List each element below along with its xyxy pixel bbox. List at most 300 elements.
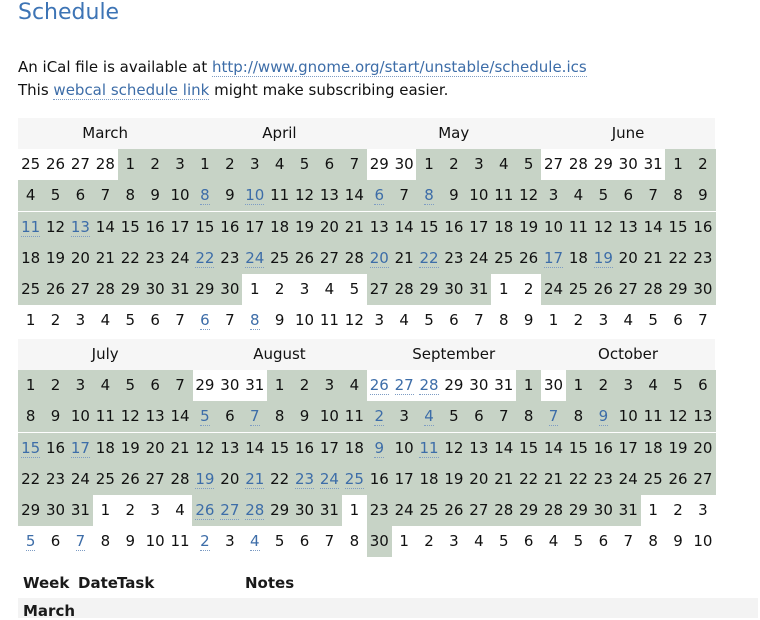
- calendar-day: 3: [541, 180, 566, 211]
- calendar-day-link[interactable]: 2: [200, 532, 210, 551]
- calendar-day: 16: [367, 464, 392, 495]
- calendar-day: 30: [143, 274, 168, 305]
- calendar-day: 31: [245, 376, 265, 394]
- calendar-day: 2: [591, 370, 616, 401]
- calendar-day: 17: [167, 212, 192, 243]
- calendar-day: 26: [292, 243, 317, 274]
- calendar-day-link[interactable]: 17: [543, 248, 564, 267]
- calendar-day-link[interactable]: 23: [294, 469, 315, 488]
- calendar-day: 15: [118, 212, 143, 243]
- calendar-day: 12: [441, 433, 466, 464]
- calendar-day[interactable]: [68, 212, 93, 243]
- calendar-day: 1: [665, 149, 690, 180]
- calendar-day-link[interactable]: 26: [195, 501, 215, 519]
- calendar-day: 3: [317, 370, 342, 401]
- calendar-day: 4: [342, 370, 367, 401]
- calendar-day: 2: [43, 370, 68, 401]
- calendar-day: 18: [566, 243, 591, 274]
- calendar-day: 25: [640, 464, 665, 495]
- calendar-day[interactable]: [541, 243, 566, 274]
- calendar-day: 8: [349, 532, 360, 551]
- calendar-day: 31: [494, 376, 514, 394]
- calendar-day: 29: [118, 274, 143, 305]
- calendar-day: 5: [665, 370, 690, 401]
- calendar-day: 18: [18, 243, 43, 274]
- calendar-day-link[interactable]: 15: [21, 438, 41, 457]
- calendar-day[interactable]: [541, 401, 566, 432]
- calendar-day[interactable]: [242, 401, 267, 432]
- calendar-day: 3: [225, 532, 235, 551]
- calendar-day-link[interactable]: 9: [374, 438, 385, 457]
- page-title: Schedule: [18, 0, 120, 25]
- ical-link[interactable]: http://www.gnome.org/start/unstable/schedule.ics: [211, 58, 587, 76]
- calendar-day-link[interactable]: 25: [344, 469, 364, 488]
- month-name: April: [192, 118, 366, 149]
- month-name: October: [541, 339, 715, 370]
- calendar-day: 25: [21, 155, 41, 173]
- header-date: Date: [78, 574, 118, 592]
- calendar-day: 4: [491, 149, 516, 180]
- calendar-day-link[interactable]: 27: [394, 376, 414, 394]
- calendar-day: 2: [523, 280, 534, 298]
- calendar-day: 9: [523, 311, 534, 330]
- calendar-day: 3: [242, 149, 267, 180]
- calendar-day-link[interactable]: 8: [200, 186, 210, 205]
- calendar-day: 8: [18, 401, 43, 432]
- calendar-day: 6: [68, 180, 93, 211]
- webcal-suffix: might make subscribing easier.: [209, 81, 449, 99]
- calendar-day: 17: [242, 212, 267, 243]
- calendar-day: 3: [299, 280, 310, 298]
- calendar-day: 24: [616, 464, 641, 495]
- calendar-day: 28: [95, 155, 115, 173]
- calendar-day-link[interactable]: 6: [200, 311, 210, 330]
- calendar-day-link[interactable]: 5: [25, 532, 36, 551]
- calendar-day[interactable]: [367, 370, 392, 401]
- calendar-day: 7: [342, 149, 367, 180]
- calendar-day[interactable]: [242, 180, 267, 211]
- calendar-day[interactable]: [367, 433, 392, 464]
- calendar-day: 26: [591, 274, 616, 305]
- calendar-day-link[interactable]: 10: [245, 186, 265, 205]
- calendar-day: 3: [75, 311, 86, 330]
- calendar-day-link[interactable]: 24: [319, 469, 339, 488]
- calendar-day: 6: [217, 401, 242, 432]
- calendar-day-link[interactable]: 8: [249, 311, 260, 330]
- calendar-day: 11: [267, 180, 292, 211]
- calendar-day: 28: [491, 495, 516, 526]
- calendar-day: 29: [444, 376, 464, 394]
- calendar-day-link[interactable]: 24: [245, 248, 265, 267]
- calendar-day-link[interactable]: 28: [419, 376, 439, 394]
- calendar-day[interactable]: [416, 243, 441, 274]
- calendar-day: 7: [491, 401, 516, 432]
- calendar-day: 2: [292, 370, 317, 401]
- calendar-day: 13: [217, 433, 242, 464]
- calendar-day: 5: [516, 149, 541, 180]
- header-notes: Notes: [245, 574, 295, 592]
- calendar-day: 24: [391, 495, 416, 526]
- calendar-day[interactable]: [68, 433, 93, 464]
- calendar-day: 5: [441, 401, 466, 432]
- calendar-day[interactable]: [242, 526, 267, 557]
- calendar-day: 7: [698, 311, 708, 330]
- calendar-day: 15: [665, 212, 690, 243]
- calendar-day: 1: [267, 370, 292, 401]
- calendar-day: 27: [616, 274, 641, 305]
- calendar-day-link[interactable]: 26: [369, 376, 389, 394]
- calendar-day: 2: [573, 311, 584, 330]
- calendar-day[interactable]: [416, 433, 441, 464]
- calendar-day[interactable]: [192, 305, 217, 336]
- calendar-day: 8: [566, 401, 591, 432]
- calendar-day: 3: [391, 401, 416, 432]
- calendar-day: 21: [491, 464, 516, 495]
- calendar-day: 5: [125, 311, 136, 330]
- calendar-day-link[interactable]: 22: [195, 248, 215, 267]
- calendar-day: 21: [541, 464, 566, 495]
- calendar-day: 22: [18, 464, 43, 495]
- calendar-day: 28: [342, 243, 367, 274]
- calendar-day: 7: [175, 311, 185, 330]
- calendar-day: 29: [267, 495, 292, 526]
- calendar-day: 4: [548, 532, 559, 551]
- calendar-day: 26: [43, 274, 68, 305]
- calendar-day: 21: [640, 243, 665, 274]
- calendar-day: 14: [640, 212, 665, 243]
- calendar-day: 4: [93, 370, 118, 401]
- calendar-day[interactable]: [242, 495, 267, 526]
- calendar-day: 30: [217, 274, 242, 305]
- calendar-day: 27: [70, 155, 90, 173]
- calendar-day: 25: [18, 274, 43, 305]
- calendar-day: 16: [143, 212, 168, 243]
- calendar-day: 28: [93, 274, 118, 305]
- calendar-day: 24: [167, 243, 192, 274]
- calendar-day: 15: [416, 212, 441, 243]
- header-task: Task: [117, 574, 155, 592]
- calendar-day: 28: [391, 274, 416, 305]
- calendar-day[interactable]: [217, 495, 242, 526]
- calendar-day: 12: [43, 212, 68, 243]
- calendar-day: 5: [498, 532, 509, 551]
- calendar-day: 27: [690, 464, 715, 495]
- calendar-day[interactable]: [242, 243, 267, 274]
- calendar-day: 10: [145, 532, 165, 551]
- calendar-day: 11: [640, 401, 665, 432]
- month-name: March: [18, 118, 192, 149]
- calendar-day: 1: [349, 501, 360, 519]
- calendar-day: 9: [217, 180, 242, 211]
- calendar-day: 7: [391, 180, 416, 211]
- calendar-day: 23: [441, 243, 466, 274]
- webcal-line: [18, 81, 448, 99]
- calendar-day[interactable]: [192, 495, 217, 526]
- calendar-day-link[interactable]: 19: [195, 469, 215, 488]
- calendar-day: 30: [690, 274, 715, 305]
- calendar-day: 25: [566, 274, 591, 305]
- calendar-day: 16: [43, 433, 68, 464]
- calendar-day: 11: [566, 212, 591, 243]
- calendar-day: 1: [118, 149, 143, 180]
- calendar-day-link[interactable]: 7: [548, 407, 559, 426]
- calendar-day: 15: [267, 433, 292, 464]
- calendar-day[interactable]: [242, 305, 267, 336]
- calendar-day[interactable]: [68, 526, 93, 557]
- calendar-day: 14: [491, 433, 516, 464]
- calendar-day-link[interactable]: 28: [245, 501, 265, 519]
- calendar-day: 6: [616, 180, 641, 211]
- calendar-day-link[interactable]: 27: [220, 501, 240, 519]
- calendar-day: 1: [399, 532, 409, 551]
- calendar-day: 7: [93, 180, 118, 211]
- calendar-day-link[interactable]: 19: [593, 248, 613, 267]
- calendar-day[interactable]: [192, 464, 217, 495]
- calendar-day: 14: [391, 212, 416, 243]
- calendar-day: 2: [441, 149, 466, 180]
- calendar-day: 4: [623, 311, 633, 330]
- table-group-label: March: [23, 602, 76, 620]
- calendar-day: 6: [466, 401, 491, 432]
- calendar-day: 29: [665, 274, 690, 305]
- calendar-day-link[interactable]: 8: [424, 186, 434, 205]
- calendar-day: 26: [516, 243, 541, 274]
- calendar-day: 30: [441, 274, 466, 305]
- calendar-day: 14: [93, 212, 118, 243]
- calendar-day: 24: [68, 464, 93, 495]
- calendar-day: 6: [317, 149, 342, 180]
- calendar-day: 20: [317, 212, 342, 243]
- calendar-day: 23: [690, 243, 715, 274]
- calendar-day[interactable]: [317, 464, 342, 495]
- calendar-day: 1: [25, 311, 36, 330]
- calendar-day: 26: [665, 464, 690, 495]
- calendar-day: 4: [267, 149, 292, 180]
- calendar-day: 19: [516, 212, 541, 243]
- calendar-day[interactable]: [367, 401, 392, 432]
- calendar-day: 21: [93, 243, 118, 274]
- calendar-day[interactable]: [192, 180, 217, 211]
- calendar-day: 13: [690, 401, 715, 432]
- month-name: August: [192, 339, 366, 370]
- calendar-day-link[interactable]: 21: [245, 469, 265, 488]
- calendar-day-link[interactable]: 4: [249, 532, 260, 551]
- calendar-day: 7: [474, 311, 484, 330]
- calendar-day[interactable]: [391, 370, 416, 401]
- calendar-day: 2: [424, 532, 434, 551]
- calendar-day: 18: [640, 433, 665, 464]
- calendar-day: 2: [690, 149, 715, 180]
- calendar-day: 31: [643, 155, 663, 173]
- calendar-day: 30: [220, 376, 240, 394]
- calendar-day: 29: [593, 155, 613, 173]
- month-name: May: [367, 118, 541, 149]
- calendar-day: 8: [118, 180, 143, 211]
- calendar-day: 29: [416, 274, 441, 305]
- calendar-day: 6: [598, 532, 609, 551]
- calendar-day[interactable]: [416, 401, 441, 432]
- calendar-day-link[interactable]: 13: [70, 217, 90, 236]
- calendar-day: 25: [93, 464, 118, 495]
- calendar-day: 24: [541, 274, 566, 305]
- calendar-day[interactable]: [192, 243, 217, 274]
- calendar-day: 23: [591, 464, 616, 495]
- calendar-day: 8: [665, 180, 690, 211]
- calendar-day: 12: [516, 180, 541, 211]
- calendar-day[interactable]: [591, 401, 616, 432]
- calendar-day: 20: [466, 464, 491, 495]
- calendar-day: 5: [573, 532, 584, 551]
- calendar-day: 2: [125, 501, 136, 519]
- calendar-day: 18: [491, 212, 516, 243]
- calendar-day: 19: [665, 433, 690, 464]
- calendar-day: 1: [18, 370, 43, 401]
- calendar-day: 12: [192, 433, 217, 464]
- calendar-day-link[interactable]: 6: [374, 186, 385, 205]
- calendar-day: 23: [143, 243, 168, 274]
- calendar-day: 10: [317, 401, 342, 432]
- calendar-day: 6: [523, 532, 534, 551]
- calendar-day: 1: [648, 501, 658, 519]
- calendar-day: 8: [516, 401, 541, 432]
- calendar-day: 11: [170, 532, 190, 551]
- calendar-day[interactable]: [591, 243, 616, 274]
- calendar-day: 10: [294, 311, 315, 330]
- calendar-day[interactable]: [18, 433, 43, 464]
- calendar-day: 1: [516, 370, 541, 401]
- calendar-day: 1: [566, 370, 591, 401]
- calendar-day: 2: [143, 149, 168, 180]
- calendar-day: 8: [100, 532, 111, 551]
- calendar-day: 3: [68, 370, 93, 401]
- calendar-day-link[interactable]: 2: [374, 407, 385, 426]
- calendar-day[interactable]: [416, 370, 441, 401]
- calendar-day: 10: [68, 401, 93, 432]
- calendar-day: 20: [143, 433, 168, 464]
- calendar-day: 30: [618, 155, 638, 173]
- calendar-day: 9: [292, 401, 317, 432]
- calendar-day[interactable]: [416, 180, 441, 211]
- calendar-day: 2: [217, 149, 242, 180]
- calendar-day: 5: [349, 280, 360, 298]
- calendar-day: 10: [541, 212, 566, 243]
- calendar-day: 11: [93, 401, 118, 432]
- calendar-day: 6: [690, 370, 715, 401]
- calendar-day: 18: [416, 464, 441, 495]
- calendar-day: 29: [192, 274, 217, 305]
- calendar-day[interactable]: [292, 464, 317, 495]
- calendar-day-link[interactable]: 11: [419, 438, 439, 457]
- calendar-day: 23: [43, 464, 68, 495]
- calendar-day: 2: [673, 501, 683, 519]
- calendar-day-link[interactable]: 22: [419, 248, 439, 267]
- calendar-day: 20: [690, 433, 715, 464]
- calendar-day: 1: [192, 149, 217, 180]
- calendar-day: 22: [267, 464, 292, 495]
- calendar-day: 12: [118, 401, 143, 432]
- calendar-day: 12: [292, 180, 317, 211]
- calendar-day: 17: [466, 212, 491, 243]
- calendar-day: 3: [167, 149, 192, 180]
- calendar-day: 11: [342, 401, 367, 432]
- calendar-day[interactable]: [342, 464, 367, 495]
- calendar-day: 8: [648, 532, 658, 551]
- calendar-day: 20: [616, 243, 641, 274]
- calendar-day: 30: [292, 495, 317, 526]
- calendar-day: 19: [292, 212, 317, 243]
- calendar-day: 29: [369, 155, 389, 173]
- calendar-day: 14: [167, 401, 192, 432]
- calendar-day: 5: [648, 311, 658, 330]
- calendar-day[interactable]: [367, 243, 392, 274]
- calendar-day: 9: [43, 401, 68, 432]
- calendar-day: 25: [491, 243, 516, 274]
- calendar-day: 30: [543, 376, 564, 394]
- calendar-day: 9: [673, 532, 683, 551]
- calendar-day: 6: [673, 311, 683, 330]
- calendar-day: 7: [640, 180, 665, 211]
- calendar-day: 10: [616, 401, 641, 432]
- calendar-day-link[interactable]: 4: [424, 407, 434, 426]
- month-name: July: [18, 339, 192, 370]
- calendar-day: 3: [616, 370, 641, 401]
- calendar-day-link[interactable]: 7: [75, 532, 86, 551]
- calendar-day-link[interactable]: 11: [21, 217, 41, 236]
- calendar-day: 4: [324, 280, 335, 298]
- ical-line: [18, 58, 587, 76]
- calendar-day: 16: [292, 433, 317, 464]
- calendar-day: 10: [693, 532, 713, 551]
- calendar-day: 31: [167, 274, 192, 305]
- calendar-day: 13: [616, 212, 641, 243]
- calendar-day: 29: [195, 376, 215, 394]
- calendar-day: 30: [469, 376, 489, 394]
- calendar-day-link[interactable]: 5: [200, 407, 210, 426]
- calendar-day: 14: [242, 433, 267, 464]
- calendar-day: 29: [18, 495, 43, 526]
- calendar-day[interactable]: [18, 526, 43, 557]
- calendar-day-link[interactable]: 17: [70, 438, 90, 457]
- calendar-day[interactable]: [192, 526, 217, 557]
- calendar-day[interactable]: [367, 180, 392, 211]
- webcal-link[interactable]: webcal schedule link: [53, 81, 210, 99]
- calendar-day[interactable]: [242, 464, 267, 495]
- calendar-day: 19: [118, 433, 143, 464]
- calendar-day: 16: [217, 212, 242, 243]
- calendar-day[interactable]: [18, 212, 43, 243]
- calendar-day: 22: [566, 464, 591, 495]
- calendar-day: 21: [391, 243, 416, 274]
- calendar-day-link[interactable]: 7: [249, 407, 260, 426]
- calendar-day: 1: [498, 280, 509, 298]
- calendar-day-link[interactable]: 9: [598, 407, 609, 426]
- calendar-day: 27: [543, 155, 564, 173]
- calendar-day: 30: [591, 495, 616, 526]
- calendar-day: 10: [391, 433, 416, 464]
- calendar-day: 6: [143, 370, 168, 401]
- calendar-day: 5: [292, 149, 317, 180]
- calendar-day-link[interactable]: 20: [369, 248, 389, 267]
- calendar-day[interactable]: [192, 401, 217, 432]
- calendar-day: 3: [150, 501, 160, 519]
- calendar-day: 13: [317, 180, 342, 211]
- calendar-day: 13: [367, 212, 392, 243]
- calendar-day: 27: [466, 495, 491, 526]
- calendar-day: 6: [299, 532, 310, 551]
- calendar-day: 19: [441, 464, 466, 495]
- calendar-day: 4: [175, 501, 185, 519]
- calendar-day: 17: [391, 464, 416, 495]
